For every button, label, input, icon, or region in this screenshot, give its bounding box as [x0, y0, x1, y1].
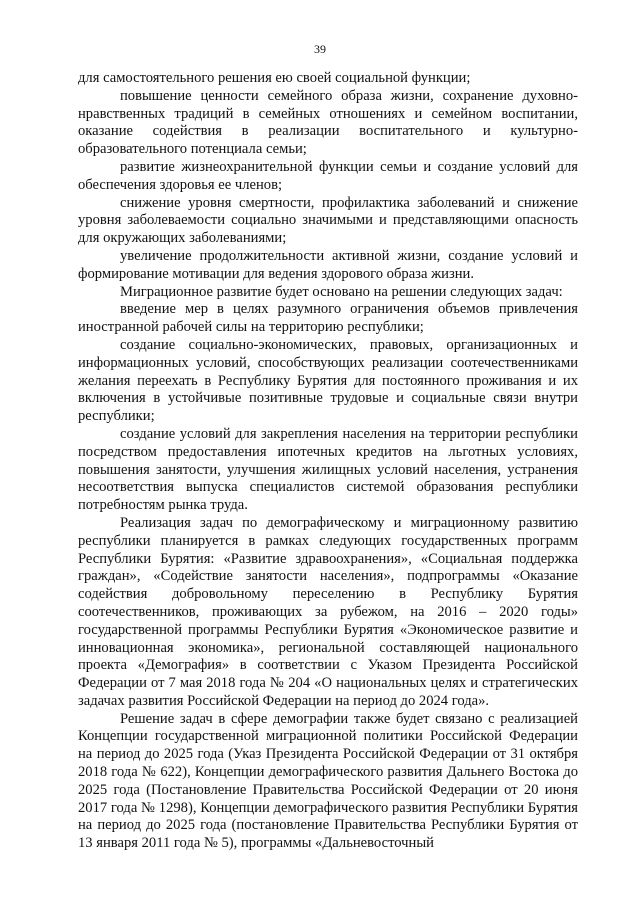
paragraph: для самостоятельного решения ею своей социальной функции; [78, 70, 471, 86]
paragraph: Реализация задач по демографическому и миграционному развитию республики планируется в рамках следующих государственных программ Республики Бурятия: «Развитие здравоохранения», «Социальная поддержка граждан», «Содействие занятости населения», подпрограммы «Оказание содействия добровольному переселению в Республику Бурятия соотечественников, проживающих за рубежом, на 2016 – 2020 годы» государственной программы Республики Бурятия «Экономическое развитие и инновационная экономика», региональной составляющей национального проекта «Демография» в соответствии с Указом Президента Российской Федерации от 7 мая 2018 года № 204 «О национальных целях и стратегических задачах развития Российской Федерации на период до 2024 года». [78, 514, 578, 709]
paragraph: снижение уровня смертности, профилактика заболеваний и снижение уровня заболеваемости социально значимыми и представляющими опасность для окружающих заболеваниями; [78, 194, 578, 247]
paragraph: Решение задач в сфере демографии также будет связано с реализацией Концепции государственной миграционной политики Российской Федерации на период до 2025 года (Указ Президента Российской Федерации от 31 октября 2018 года № 622), Концепции демографического развития Дальнего Востока до 2025 года (Постановление Правительства Российской Федерации от 20 июня 2017 года № 1298), Концепции демографического развития Республики Бурятия на период до 2025 года (постановление Правительства Республики Бурятия от 13 января 2011 года № 5), программы «Дальневосточный [78, 710, 578, 852]
body-text [78, 70, 578, 853]
paragraph: развитие жизнеохранительной функции семьи и создание условий для обеспечения здоровья ее членов; [78, 158, 578, 193]
paragraph: Миграционное развитие будет основано на решении следующих задач: [120, 283, 563, 300]
page-number: 39 [314, 42, 326, 56]
paragraph: создание социально-экономических, правовых, организационных и информационных условий, способствующих реализации соотечественниками желания переехать в Республику Бурятия для постоянного проживания и их включения в устойчивые позитивные трудовые и социальные связи внутри республики; [78, 336, 578, 425]
paragraph: создание условий для закрепления населения на территории республики посредством предоставления ипотечных кредитов на льготных условиях, повышения занятости, улучшения жилищных условий населения, устранения несоответствия выпуска специалистов системой образования республики потребностям рынка труда. [78, 425, 578, 514]
paragraph: повышение ценности семейного образа жизни, сохранение духовно-нравственных традиций в семейных отношениях и семейном воспитании, оказание содействия в реализации воспитательного и культурно-образовательного потенциала семьи; [78, 87, 578, 158]
paragraph: увеличение продолжительности активной жизни, создание условий и формирование мотивации для ведения здорового образа жизни. [78, 247, 578, 282]
paragraph: введение мер в целях разумного ограничения объемов привлечения иностранной рабочей силы на территорию республики; [78, 301, 578, 336]
